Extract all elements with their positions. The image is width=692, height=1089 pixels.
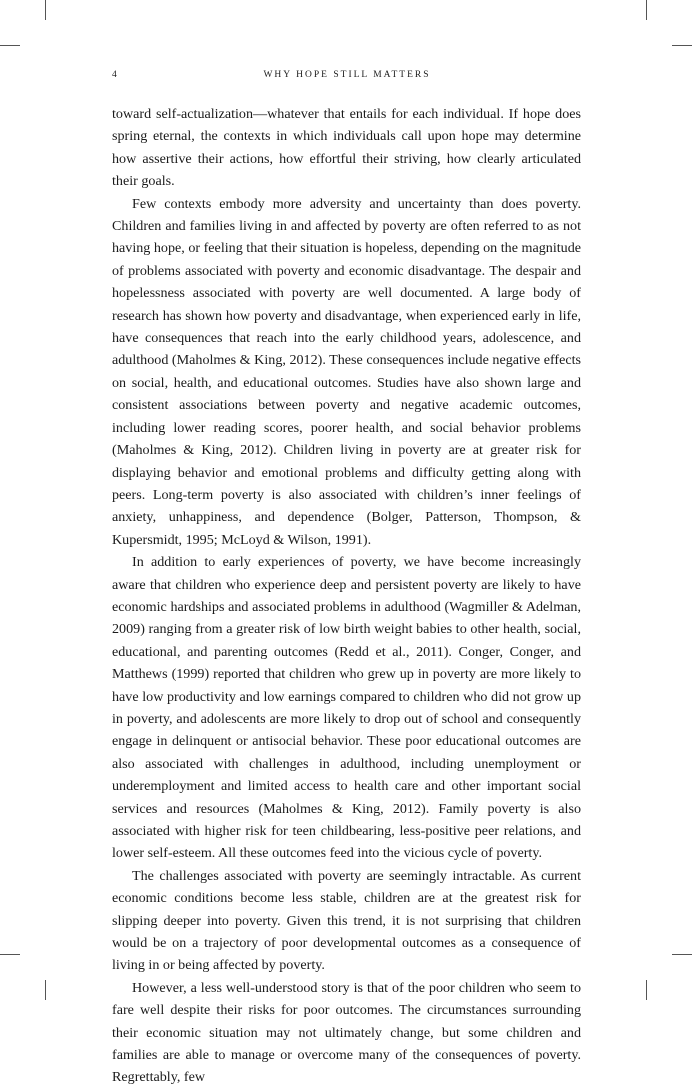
crop-mark-left-top (0, 45, 20, 46)
running-head-title: WHY HOPE STILL MATTERS (263, 70, 431, 80)
paragraph-1: toward self-actualization—whatever that entails for each individual. If hope does spring eternal, the contexts in which individuals call upon hope may determine how assertive their actions, how effortful their striving, how clearly articulated their goals. (112, 106, 581, 190)
page-number: 4 (112, 70, 117, 80)
crop-mark-bottom-left (45, 980, 46, 1000)
running-head (112, 70, 582, 86)
crop-mark-right-top (672, 45, 692, 46)
paragraph-3: In addition to early experiences of poverty, we have become increasingly aware that children who experience deep and persistent poverty are likely to have economic hardships and associated problems in adulthood (Wagmiller & Adelman, 2009) ranging from a greater risk of low birth weight babies to other health, social, educational, and parenting outcomes (Redd et al., 2011). Conger, Conger, and Matthews (1999) reported that children who grew up in poverty are more likely to have low productivity and low earnings compared to children who did not grow up in poverty, and adolescents are more likely to drop out of school and consequently engage in delinquent or antisocial behavior. These poor educational outcomes are also associated with challenges in adulthood, including unemployment or underemployment and limited access to health care and other important social services and resources (Maholmes & King, 2012). Family poverty is also associated with higher risk for teen childbearing, less-positive peer relations, and lower self-esteem. All these outcomes feed into the vicious cycle of poverty. (112, 554, 581, 862)
paragraph-2: Few contexts embody more adversity and uncertainty than does poverty. Children and families living in and affected by poverty are often referred to as not having hope, or feeling that their situation is hopeless, depending on the magnitude of problems associated with poverty and economic disadvantage. The despair and hopelessness associated with poverty are well documented. A large body of research has shown how poverty and disadvantage, when experienced early in life, have consequences that reach into the early childhood years, adolescence, and adulthood (Maholmes & King, 2012). These consequences include negative effects on social, health, and educational outcomes. Studies have also shown large and consistent associations between poverty and negative academic outcomes, including lower reading scores, poorer health, and social behavior problems (Maholmes & King, 2012). Children living in poverty are at greater risk for displaying behavior and emotional problems and difficulty getting along with peers. Long-term poverty is also associated with children’s inner feelings of anxiety, unhappiness, and dependence (Bolger, Patterson, Thompson, & Kupersmidt, 1995; McLoyd & Wilson, 1991). (112, 195, 581, 548)
crop-mark-right-bottom (672, 954, 692, 955)
paragraph-4: The challenges associated with poverty are seemingly intractable. As current economic conditions become less stable, children are at the greatest risk for slipping deeper into poverty. Given this trend, it is not surprising that children would be on a trajectory of poor developmental outcomes as a consequence of living in or being affected by poverty. (112, 867, 581, 974)
crop-mark-top-left (45, 0, 46, 20)
paragraph-5: However, a less well-understood story is that of the poor children who seem to fare well despite their risks for poor outcomes. The circumstances surrounding their economic situation may not ultimately change, but some children and families are able to manage or overcome many of the consequences of poverty. Regrettably, few (112, 979, 581, 1086)
crop-mark-top-right (646, 0, 647, 20)
crop-mark-left-bottom (0, 954, 20, 955)
body-text (112, 103, 581, 1089)
crop-mark-bottom-right (646, 980, 647, 1000)
